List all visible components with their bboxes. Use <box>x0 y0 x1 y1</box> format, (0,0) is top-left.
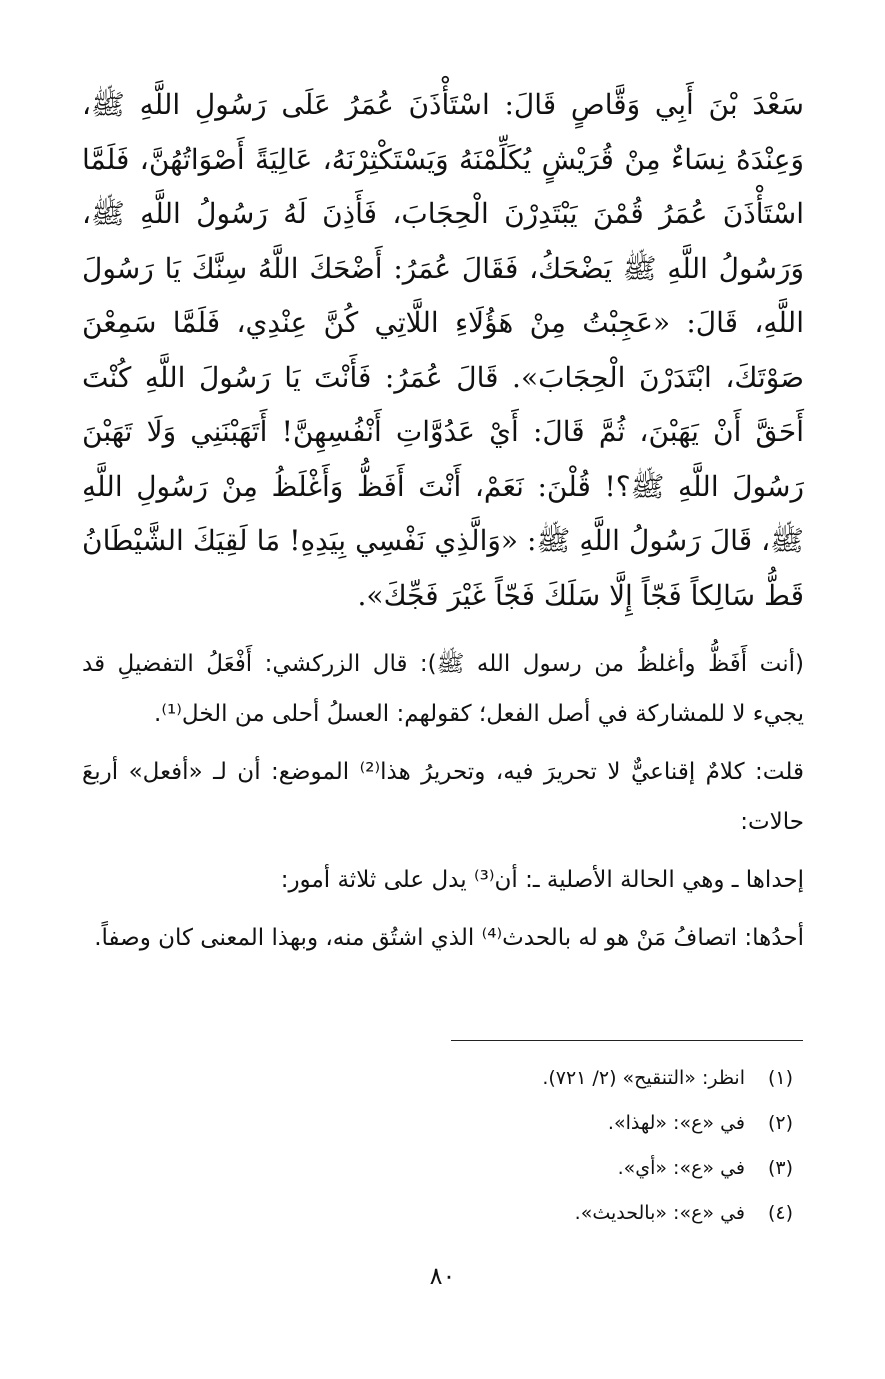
footnote-number: (٣) <box>767 1157 793 1179</box>
footnote-item <box>253 1056 793 1101</box>
footnote-text: في «ع»: «بالحديث». <box>574 1202 745 1224</box>
footnote-text: في «ع»: «أي». <box>617 1157 745 1179</box>
commentary-paragraph-first-state: إحداها ـ وهي الحالة الأصلية ـ: أن⁽³⁾ يدل على ثلاثة أمور: <box>280 867 804 893</box>
footnote-text: في «ع»: «لهذا». <box>607 1112 745 1134</box>
page-number: ٨٠ <box>429 1262 456 1290</box>
hadith-paragraph: سَعْدَ بْنَ أَبِي وَقَّاصٍ قَالَ: اسْتَأْذَنَ عُمَرُ عَلَى رَسُولِ اللَّهِ ﷺ، وَعِنْدَهُ نِسَاءٌ مِنْ قُرَيْشٍ يُكَلِّمْنَهُ وَيَسْتَكْثِرْنَهُ، عَالِيَةً أَصْوَاتُهُنَّ، فَلَمَّا اسْتَأْذَنَ عُمَرُ قُمْنَ يَبْتَدِرْنَ الْحِجَابَ، فَأَذِنَ لَهُ رَسُولُ اللَّهِ ﷺ، وَرَسُولُ اللَّهِ ﷺ يَضْحَكُ، فَقَالَ عُمَرُ: أَضْحَكَ اللَّهُ سِنَّكَ يَا رَسُولَ اللَّهِ، قَالَ: «عَجِبْتُ مِنْ هَؤُلَاءِ اللَّاتِي كُنَّ عِنْدِي، فَلَمَّا سَمِعْنَ صَوْتَكَ، ابْتَدَرْنَ الْحِجَابَ». قَالَ عُمَرُ: فَأَنْتَ يَا رَسُولَ اللَّهِ كُنْتَ أَحَقَّ أَنْ يَهَبْنَ، ثُمَّ قَالَ: أَيْ عَدُوَّاتِ أَنْفُسِهِنَّ! أَتَهَبْنَنِي وَلَا تَهَبْنَ رَسُولَ اللَّهِ ﷺ؟! قُلْنَ: نَعَمْ، أَنْتَ أَفَظُّ وَأَغْلَظُ مِنْ رَسُولِ اللَّهِ ﷺ، قَالَ رَسُولُ اللَّهِ ﷺ: «وَالَّذِي نَفْسِي بِيَدِهِ! مَا لَقِيَكَ الشَّيْطَانُ قَطُّ سَالِكاً فَجّاً إِلَّا سَلَكَ فَجّاً غَيْرَ فَجِّكَ». <box>82 88 804 612</box>
footnote-item <box>253 1146 793 1191</box>
footnote-item <box>253 1191 793 1236</box>
footnote-number: (٢) <box>767 1112 793 1134</box>
footnote-number: (١) <box>767 1067 793 1089</box>
commentary-paragraph-zarkashi: (أنت أَفَظُّ وأغلظُ من رسول الله ﷺ): قال الزركشي: أَفْعَلُ التفضيلِ قد يجيء لا للمشاركة في أصل الفعل؛ كقولهم: العسلُ أحلى من الخل⁽¹⁾. <box>82 651 804 727</box>
footnotes-list <box>253 1056 793 1236</box>
footnote-text: انظر: «التنقيح» (٢/ ٧٢١). <box>542 1067 745 1089</box>
footnote-item <box>253 1101 793 1146</box>
page-body <box>82 78 804 963</box>
commentary-paragraph-first-matter: أحدُها: اتصافُ مَنْ هو له بالحدث⁽⁴⁾ الذي اشتُق منه، وبهذا المعنى كان وصفاً. <box>94 925 804 951</box>
footnote-number: (٤) <box>767 1202 793 1224</box>
footnote-divider <box>451 1040 803 1041</box>
commentary-paragraph-states: قلت: كلامٌ إقناعيٌّ لا تحريرَ فيه، وتحريرُ هذا⁽²⁾ الموضع: أن لـ «أفعل» أربعَ حالات: <box>82 759 804 835</box>
